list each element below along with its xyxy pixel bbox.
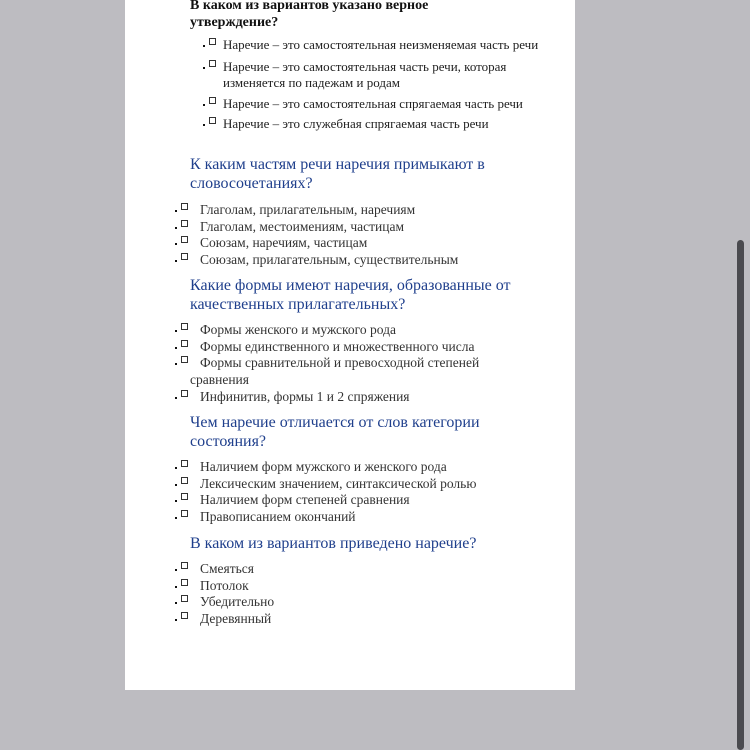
checkbox-icon[interactable] — [175, 355, 195, 369]
question-4-option-1[interactable]: Наличием форм мужского и женского рода — [175, 459, 555, 476]
question-4-option-2[interactable]: Лексическим значением, синтаксической ролью — [175, 476, 555, 493]
question-3-title: Какие формы имеют наречия, образованные от качественных прилагательных? — [190, 277, 511, 313]
question-1-title: В каком из вариантов указано верное утверждение? — [190, 0, 429, 30]
checkbox-icon[interactable] — [175, 578, 195, 592]
question-3-option-3[interactable]: Формы сравнительной и превосходной степеней сравнения — [175, 355, 555, 388]
question-3-option-4[interactable]: Инфинитив, формы 1 и 2 спряжения — [175, 389, 555, 406]
checkbox-icon[interactable] — [203, 37, 223, 51]
question-2-option-3[interactable]: Союзам, наречиям, частицам — [175, 235, 555, 252]
question-1-option-2[interactable]: Наречие – это самостоятельная часть речи, которая изменяется по падежам и родам — [203, 59, 543, 91]
question-4-title: Чем наречие отличается от слов категории состояния? — [190, 414, 480, 450]
checkbox-icon[interactable] — [203, 116, 223, 130]
question-5-option-1[interactable]: Смеяться — [175, 561, 555, 578]
question-3-option-1[interactable]: Формы женского и мужского рода — [175, 322, 555, 339]
checkbox-icon[interactable] — [175, 509, 195, 523]
question-3-option-2[interactable]: Формы единственного и множественного числа — [175, 339, 555, 356]
question-2-option-1[interactable]: Глаголам, прилагательным, наречиям — [175, 202, 555, 219]
question-2-title: К каким частям речи наречия примыкают в словосочетаниях? — [190, 156, 485, 192]
question-5-title: В каком из вариантов приведено наречие? — [190, 535, 477, 552]
question-5-options — [175, 561, 555, 628]
scrollbar-thumb[interactable] — [737, 240, 744, 750]
checkbox-icon[interactable] — [175, 235, 195, 249]
checkbox-icon[interactable] — [175, 561, 195, 575]
question-5-option-4[interactable]: Деревянный — [175, 611, 555, 628]
question-1-option-4[interactable]: Наречие – это служебная спрягаемая часть речи — [203, 116, 543, 132]
question-2-options — [175, 202, 555, 269]
question-1-option-3[interactable]: Наречие – это самостоятельная спрягаемая часть речи — [203, 96, 543, 112]
question-5-option-3[interactable]: Убедительно — [175, 594, 555, 611]
checkbox-icon[interactable] — [203, 96, 223, 110]
checkbox-icon[interactable] — [175, 202, 195, 216]
checkbox-icon[interactable] — [175, 339, 195, 353]
question-4-options — [175, 459, 555, 526]
checkbox-icon[interactable] — [175, 389, 195, 403]
checkbox-icon[interactable] — [175, 252, 195, 266]
checkbox-icon[interactable] — [175, 611, 195, 625]
question-1-option-1[interactable]: Наречие – это самостоятельная неизменяемая часть речи — [203, 37, 543, 53]
question-4-option-3[interactable]: Наличием форм степеней сравнения — [175, 492, 555, 509]
checkbox-icon[interactable] — [175, 322, 195, 336]
checkbox-icon[interactable] — [175, 219, 195, 233]
checkbox-icon[interactable] — [175, 492, 195, 506]
checkbox-icon[interactable] — [203, 59, 223, 73]
question-2-option-4[interactable]: Союзам, прилагательным, существительным — [175, 252, 555, 269]
checkbox-icon[interactable] — [175, 476, 195, 490]
document-page — [125, 0, 575, 690]
checkbox-icon[interactable] — [175, 594, 195, 608]
question-1-options — [203, 37, 543, 136]
question-4-option-4[interactable]: Правописанием окончаний — [175, 509, 555, 526]
question-5-option-2[interactable]: Потолок — [175, 578, 555, 595]
question-3-options — [175, 322, 555, 406]
question-2-option-2[interactable]: Глаголам, местоимениям, частицам — [175, 219, 555, 236]
checkbox-icon[interactable] — [175, 459, 195, 473]
